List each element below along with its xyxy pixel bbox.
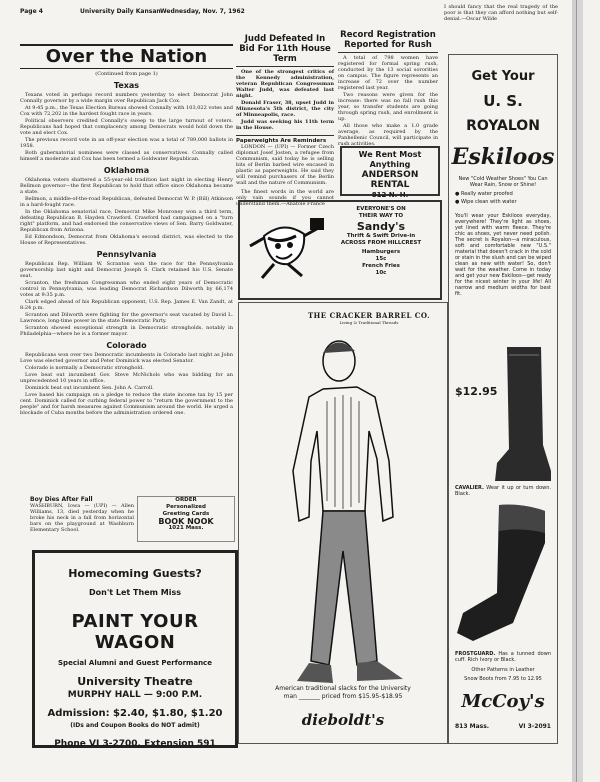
cavalier-text: Wear it up or turn down. Black. — [455, 485, 552, 497]
other-line1: Other Patterns in Leather — [471, 667, 535, 673]
sandys-item1: Hamburgers — [361, 249, 401, 255]
nation-article — [20, 44, 233, 417]
nation-section-body — [20, 177, 233, 246]
nation-para: Love beat out incumbent Gov. Steve McNichols who was bidding for an unprecedented 10 years in office. — [20, 372, 233, 384]
nation-title: Over the Nation — [20, 44, 233, 69]
frostguard-text: Has a tunned down cuff. Rich Ivory or Black. — [455, 651, 551, 663]
judd-article — [236, 34, 334, 207]
booknook-ad — [137, 496, 235, 542]
eskiloos-bullet-2: ● Wipe clean with water — [455, 199, 517, 205]
frostguard-caption — [455, 651, 551, 663]
eskiloos-body: You'll wear your Eskiloos everyday, everywhere! They're light as shoes, yet lined with warm fleece. They're chic as shoes, yet never need polish. The secret is Royalon—a miraculous, soft and comfortable new "U.S." material that doesn't crack in the cold or stain in the slush and can be wiped clean as new with water! So, don't wait for the weather. Come in today and get your new Eskiloos—get ready for the nicest winter in your life! All narrow and medium widths for best fit. — [455, 213, 551, 297]
nation-para: Scranton and Dilworth were fighting for the governor's seat vacated by David L. Lawrence, long-time power in the state Democratic Party. — [20, 312, 233, 324]
judd-para: Judd was seeking his 11th term in the House. — [236, 119, 334, 131]
nation-para: Republican Rep. William W. Scranton won the race for the Pennsylvania governorship last night and Democrat Joseph S. Clark retained his U.S. Senate seat. — [20, 261, 233, 279]
dieblods-caption1: American traditional slacks for the University — [275, 685, 411, 692]
nation-para: Oklahoma voters shattered a 55-year-old tradition last night in electing Henry Bellmon governor—the first Republican to hold that office since Oklahoma became a state. — [20, 177, 233, 195]
nation-para: Political observers credited Connally's sweep to the large turnout of voters. Republicans had hoped that complacency among Democrats would hold down the vote and elect Cox. — [20, 118, 233, 136]
eskiloos-line2: U. S. — [483, 92, 523, 110]
mccoys-phone: VI 3-2091 — [518, 723, 551, 730]
paperweights-para: LONDON — (UPI) — Former Czech diplomat Josef Josten, a refugee from Communism, said today he is selling bits of Berlin barbed wire encased in plastic as paperweights. He said they will remind purchasers of the Berlin wall and the nature of Communism. — [236, 144, 334, 186]
paperweights-text — [236, 144, 334, 186]
other-line2: Snow Boots from 7.95 to 12.95 — [464, 676, 542, 682]
cracker-barrel-sub: Living & Traditional Threads — [339, 320, 399, 325]
registration-para: A total of 798 women have registered for formal spring rush, conducted by the 13 social sororities on campus. The figure represents an increase of 72 over the number registered last year. — [338, 55, 438, 91]
sandys-line2: THEIR WAY TO — [358, 213, 404, 219]
nation-para: Texans voted in perhaps record numbers yesterday to elect Democrat John Connally governor by a wide margin over Republican Jack Cox. — [20, 92, 233, 104]
booknook-line2: Personalized — [166, 504, 206, 510]
sandys-item2: French Fries — [362, 263, 400, 269]
eskiloos-bullet-1: ● Really water proofed — [455, 191, 513, 197]
registration-para: All those who make a 1.0 grade average, as required by the Panhellenic Council, will participate in rush activities. — [338, 123, 438, 147]
nation-para: Clark edged ahead of his Republican opponent, U.S. Rep. James E. Van Zandt, at 8:24 p.m. — [20, 299, 233, 311]
rent-address: 812 N. H. — [371, 191, 409, 199]
registration-article — [338, 30, 438, 148]
page-number: Page 4 — [20, 8, 43, 15]
wagon-venue: University Theatre — [77, 675, 193, 688]
wagon-line1: Homecoming Guests? — [68, 567, 202, 580]
cavalier-name: CAVALIER. — [455, 485, 484, 491]
nation-continued: (Continued from page 1) — [95, 71, 158, 77]
cavalier-boot — [493, 345, 553, 485]
nation-para: Ed Edmondson, Democrat from Oklahoma's second district, was elected to the House of Representatives. — [20, 234, 233, 246]
judd-title: Judd Defeated In Bid For 11th House Term — [236, 34, 334, 67]
boy-dies-text: WASHBURN, Iowa — (UPI) — Allen Williams, 13, died yesterday when he broke his neck in a fall from horizontal bars on the playground at Washburn Elementary School. — [30, 503, 134, 533]
sandys-price1: 15c — [375, 256, 387, 262]
nation-section-heading: Colorado — [106, 341, 147, 350]
nation-section-heading: Texas — [113, 81, 140, 90]
wagon-admission: Admission: $2.40, $1.80, $1.20 — [47, 708, 223, 719]
judd-para: One of the strongest critics of the Kennedy administration, veteran Republican Congressman Walter Judd, was defeated last night. — [236, 69, 334, 99]
nation-para: Republicans won over two Democratic incumbents in Colorado last night as John Love was elected governor and Peter Dominick was elected Senator. — [20, 352, 233, 364]
registration-para: Two reasons were given for the increase: there was no fall rush this year, so transfer students are going through spring rush, and enrollment is up. — [338, 92, 438, 122]
boy-dies-title: Boy Dies After Fall — [30, 496, 93, 503]
dieblods-caption2: man _______ priced from $15.95-$18.95 — [283, 693, 403, 700]
boy-dies-article — [30, 496, 134, 533]
nation-para: At 9:45 p.m., the Texas Election Bureau showed Connally with 103,022 votes and Cox with 72,202 in the hardest fought race in years. — [20, 105, 233, 117]
nation-section-heading: Oklahoma — [103, 166, 150, 175]
nation-para: Dominick beat out incumbent Sen. John A. Carroll. — [25, 385, 154, 391]
paper-name: University Daily Kansan — [80, 8, 161, 15]
sandys-name: Sandy's — [356, 220, 406, 233]
registration-text — [338, 55, 438, 147]
booknook-name: BOOK NOOK — [158, 517, 214, 526]
sandys-text — [328, 206, 434, 277]
wagon-note: (IDs and Coupon Books do NOT admit) — [70, 722, 200, 729]
sandys-line1: EVERYONE'S ON — [356, 206, 406, 212]
booknook-address: 1021 Mass. — [168, 525, 204, 531]
wagon-subtitle: Special Alumni and Guest Performance — [58, 659, 212, 667]
wagon-phone: Phone VI 3-2700, Extension 591 — [54, 739, 216, 749]
nation-para: Scranton, the freshman Congressman who ended eight years of Democratic control in Pennsylvania, was leading Democrat Richardson Dilworth by 66,174 votes at 9:35 p.m. — [20, 280, 233, 298]
eskiloos-brand: Eskiloos — [451, 144, 555, 170]
nation-para: Love based his campaign on a pledge to reduce the state income tax by 15 per cent. Dominick called for curbing federal power to "return the government to the people" and for harsh measures against Communism around the world. He urged a blockade of Cuba months before the administration ordered one. — [20, 392, 233, 416]
paperweights-title: Paperweights Are Reminders — [236, 135, 334, 144]
eskiloos-bullet-text: Really water proofed — [460, 191, 513, 197]
frostguard-name: FROSTGUARD. — [455, 651, 496, 657]
nation-body — [20, 81, 233, 416]
frostguard-boot — [453, 503, 553, 643]
wagon-title: PAINT YOUR WAGON — [71, 611, 199, 653]
eskiloos-new: New "Cold Weather Shoes" You Can Wear Rain, Snow or Shine! — [458, 176, 548, 188]
mccoys-logo: McCoy's — [461, 691, 545, 712]
wilde-quote: I should fancy that the real tragedy of the poor is that they can afford nothing but self-denial.—Oscar Wilde — [444, 4, 558, 22]
nation-para: Both gubernatorial nominees were classed as conservatives. Connally called himself a moderate and Cox has been termed a Goldwater Republican. — [20, 150, 233, 162]
quote-text: The finest words in the world are only vain sounds if you cannot understand them.—Anatole France — [236, 189, 334, 207]
cavalier-caption — [455, 485, 551, 497]
mccoys-address: 813 Mass. — [455, 723, 490, 730]
nation-section-body — [20, 261, 233, 337]
booknook-line1: ORDER — [175, 497, 197, 503]
nation-section-body — [20, 92, 233, 162]
nation-section-heading: Pennsylvania — [96, 250, 157, 259]
dieblods-caption — [249, 685, 437, 701]
sandys-cartoon — [244, 216, 328, 280]
man-illustration — [253, 331, 433, 691]
nation-para: Colorado is normally a Democratic stronghold. — [25, 365, 144, 371]
mccoys-address-line — [455, 723, 551, 730]
rent-line2: Anything — [369, 160, 411, 169]
eskiloos-line1: Get Your — [471, 69, 535, 84]
booknook-line3: Greeting Cards — [162, 511, 210, 517]
cracker-barrel-name: THE CRACKER BARREL CO. — [307, 311, 431, 320]
cracker-barrel-logo — [299, 311, 439, 325]
sandys-line4: ACROSS FROM HILLCREST — [340, 240, 422, 246]
eskiloos-price: $12.95 — [455, 385, 498, 398]
wagon-ad — [32, 550, 238, 748]
next-page-sheet — [583, 0, 600, 782]
eskiloos-line3: ROYALON — [466, 118, 540, 134]
nation-para: In the Oklahoma senatorial race, Democrat Mike Monroney won a third term, defeating Republican B. Hayden Crawford. Crawford had campaigned on a "turn right" platform, and had endorsed the conservative views of Sen. Barry Goldwater, Republican from Arizona. — [20, 209, 233, 233]
nation-para: The previous record vote in an off-year election was a total of 789,000 ballots in 1958. — [20, 137, 233, 149]
rent-line1: We Rent Most — [358, 150, 422, 159]
dieblods-ad — [238, 302, 448, 744]
judd-text — [236, 69, 334, 131]
sandys-line3: Thrift & Swift Drive-in — [346, 233, 416, 239]
sandys-price2: 10c — [375, 270, 387, 276]
nation-para: Scranton showed exceptional strength in Democratic strongholds, notably in Philadelphia—where he is a former mayor. — [20, 325, 233, 337]
rent-name: ANDERSON RENTAL — [361, 170, 419, 190]
nation-para: Bellmon, a middle-of-the-road Republican, defeated Democrat W. P. (Bill) Atkinson in a hard-fought race. — [20, 196, 233, 208]
sandys-ad — [238, 200, 442, 300]
other-patterns — [455, 667, 551, 682]
judd-para: Donald Fraser, 38, upset Judd in Minnesota's 5th district, the city of Minneapolis, race. — [236, 100, 334, 118]
wagon-line2: Don't Let Them Miss — [89, 588, 181, 597]
dieblods-logo: dieboldt's — [301, 711, 385, 729]
eskiloos-bullet-text: Wipe clean with water — [460, 199, 517, 205]
next-page-edge — [576, 0, 600, 782]
rent-ad — [340, 146, 440, 199]
registration-title: Record Registration Reported for Rush — [338, 30, 438, 53]
eskiloos-ad — [448, 54, 558, 744]
nation-section-body — [20, 352, 233, 416]
wagon-hall: MURPHY HALL — 9:00 P.M. — [67, 690, 203, 700]
issue-date: Wednesday, Nov. 7, 1962 — [160, 8, 245, 15]
